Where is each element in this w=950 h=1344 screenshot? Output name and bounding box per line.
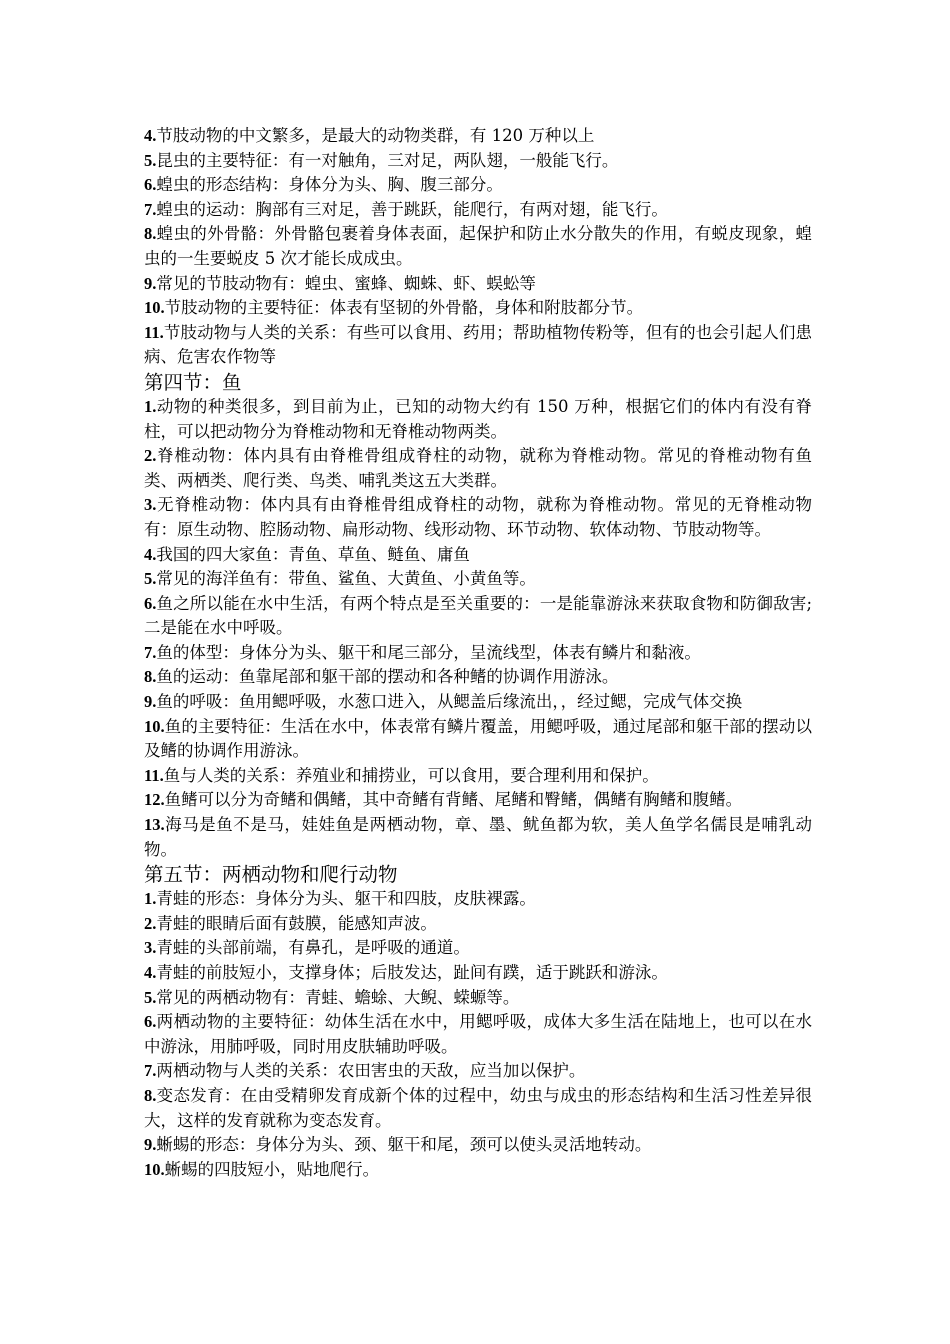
item-text: 青蛙的眼睛后面有鼓膜，能感知声波。: [156, 913, 437, 933]
item-number: 9.: [144, 273, 157, 293]
list-item: [144, 1158, 812, 1183]
item-text: 节肢动物的主要特征：体表有坚韧的外骨骼，身体和附肢都分节。: [164, 298, 644, 318]
list-item: [144, 912, 812, 937]
item-text: 两栖动物的主要特征：幼体生活在水中，用鳃呼吸，成体大多生活在陆地上，也可以在水中游泳，用肺呼吸，同时用皮肤辅助呼吸。: [144, 1012, 812, 1056]
item-number: 10.: [144, 1159, 165, 1179]
list-item: [144, 222, 812, 271]
item-number: 7.: [144, 1061, 157, 1081]
item-text: 鱼的主要特征：生活在水中，体表常有鳞片覆盖，用鳃呼吸，通过尾部和躯干部的摆动以及鳍的协调作用游泳。: [144, 716, 812, 761]
item-number: 13.: [144, 815, 165, 835]
item-number: 4.: [144, 963, 157, 982]
item-number: 2.: [144, 446, 157, 466]
section-heading: 第五节：两栖动物和爬行动物: [144, 863, 398, 887]
item-number: 9.: [144, 1135, 157, 1155]
item-number: 4.: [144, 544, 157, 564]
list-item: [144, 641, 812, 666]
item-number: 1.: [144, 396, 157, 416]
item-number: 6.: [144, 1012, 157, 1032]
list-item: [144, 173, 812, 198]
item-number: 11.: [144, 322, 164, 342]
item-text: 蝗虫的外骨骼：外骨骼包裹着身体表面，起保护和防止水分散失的作用，有蜕皮现象，蝗虫的一生要蜕皮 5 次才能长成成虫。: [144, 224, 812, 268]
item-number: 6.: [144, 175, 157, 195]
item-number: 8.: [144, 1085, 157, 1105]
list-item: [144, 961, 812, 986]
item-text: 蝗虫的形态结构：身体分为头、胸、腹三部分。: [156, 175, 503, 195]
list-item: [144, 764, 812, 789]
item-text: 常见的节肢动物有：蝗虫、蜜蜂、蜘蛛、虾、蜈蚣等: [156, 273, 536, 293]
list-item: [144, 149, 812, 174]
item-text: 我国的四大家鱼：青鱼、草鱼、鲢鱼、庸鱼: [156, 544, 470, 564]
list-item: [144, 690, 812, 715]
list-item: [144, 1010, 812, 1059]
list-item: [144, 1084, 812, 1133]
item-text: 常见的海洋鱼有：带鱼、鲨鱼、大黄鱼、小黄鱼等。: [156, 569, 536, 589]
item-text: 昆虫的主要特征：有一对触角，三对足，两队翅，一般能飞行。: [156, 150, 619, 170]
list-item: [144, 543, 812, 568]
list-item: [144, 444, 812, 493]
item-number: 3.: [144, 495, 157, 515]
section-amphibians-reptiles: [144, 862, 812, 1182]
item-number: 5.: [144, 569, 157, 589]
item-text: 蝗虫的运动：胸部有三对足，善于跳跃，能爬行，有两对翅，能飞行。: [156, 199, 668, 219]
item-number: 7.: [144, 642, 157, 662]
item-text: 蜥蜴的形态：身体分为头、颈、躯干和尾，颈可以使头灵活地转动。: [156, 1135, 652, 1155]
item-number: 6.: [144, 593, 157, 613]
list-item: [144, 567, 812, 592]
item-number: 7.: [144, 199, 157, 219]
list-item: [144, 887, 812, 912]
list-item: [144, 1133, 812, 1158]
list-item: [144, 395, 812, 444]
list-item: [144, 936, 812, 961]
item-number: 5.: [144, 150, 157, 170]
item-number: 3.: [144, 938, 157, 958]
item-number: 1.: [144, 889, 157, 909]
list-item: [144, 788, 812, 813]
item-text: 节肢动物与人类的关系：有些可以食用、药用；帮助植物传粉等，但有的也会引起人们患病、危害农作物等: [144, 322, 812, 367]
list-item: [144, 493, 812, 542]
list-item: [144, 665, 812, 690]
item-text: 鱼的运动：鱼靠尾部和躯干部的摆动和各种鳍的协调作用游泳。: [156, 667, 619, 687]
list-item: [144, 715, 812, 764]
item-text: 常见的两栖动物有：青蛙、蟾蜍、大鲵、蝾螈等。: [156, 987, 520, 1007]
item-number: 5.: [144, 987, 157, 1007]
item-text: 无脊椎动物：体内具有由脊椎骨组成脊柱的动物，就称为脊椎动物。常见的无脊椎动物有：原生动物、腔肠动物、扁形动物、线形动物、环节动物、软体动物、节肢动物等。: [144, 495, 812, 539]
item-number: 2.: [144, 913, 157, 933]
item-number: 10.: [144, 716, 165, 736]
item-text: 节肢动物的中文繁多，是最大的动物类群，有 120 万种以上: [156, 126, 595, 145]
list-item: [144, 813, 812, 862]
item-number: 12.: [144, 790, 165, 810]
item-text: 鱼的呼吸：鱼用鳃呼吸，水葱口进入，从鳃盖后缘流出，，经过鳃，完成气体交换: [156, 692, 743, 712]
section-arthropods: [144, 124, 812, 370]
list-item: [144, 986, 812, 1011]
item-text: 青蛙的前肢短小，支撑身体；后肢发达，趾间有蹼，适于跳跃和游泳。: [156, 963, 668, 982]
item-text: 动物的种类很多，到目前为止，已知的动物大约有 150 万种，根据它们的体内有没有脊柱，可以把动物分为脊椎动物和无脊椎动物两类。: [144, 396, 812, 441]
item-text: 变态发育：在由受精卵发育成新个体的过程中，幼虫与成虫的形态结构和生活习性差异很大，这样的发育就称为变态发育。: [144, 1085, 812, 1130]
list-item: [144, 592, 812, 641]
list-item: [144, 321, 812, 370]
item-number: 9.: [144, 692, 157, 712]
item-text: 蜥蜴的四肢短小，贴地爬行。: [164, 1159, 380, 1179]
item-text: 鱼之所以能在水中生活，有两个特点是至关重要的：一是能靠游泳来获取食物和防御敌害;二是能在水中呼吸。: [144, 593, 812, 638]
list-item: [144, 272, 812, 297]
item-text: 鱼鳍可以分为奇鳍和偶鳍，其中奇鳍有背鳍、尾鳍和臀鳍，偶鳍有胸鳍和腹鳍。: [164, 790, 743, 810]
list-item: [144, 296, 812, 321]
item-text: 脊椎动物：体内具有由脊椎骨组成脊柱的动物，就称为脊椎动物。常见的脊椎动物有鱼类、两栖类、爬行类、鸟类、哺乳类这五大类群。: [144, 446, 812, 490]
list-item: [144, 198, 812, 223]
section-fish: [144, 370, 812, 862]
item-text: 青蛙的形态：身体分为头、躯干和四肢，皮肤裸露。: [156, 889, 536, 909]
list-item: [144, 1059, 812, 1084]
item-number: 4.: [144, 126, 157, 145]
document-page: [144, 124, 812, 1182]
item-number: 11.: [144, 765, 164, 785]
list-item: [144, 124, 812, 149]
item-text: 青蛙的头部前端，有鼻孔，是呼吸的通道。: [156, 938, 470, 958]
section-heading: 第四节：鱼: [144, 370, 242, 394]
item-text: 鱼与人类的关系：养殖业和捕捞业，可以食用，要合理利用和保护。: [163, 765, 659, 785]
item-number: 10.: [144, 298, 165, 318]
item-text: 两栖动物与人类的关系：农田害虫的天敌，应当加以保护。: [156, 1061, 586, 1081]
item-number: 8.: [144, 224, 157, 244]
item-number: 8.: [144, 667, 157, 687]
item-text: 海马是鱼不是马，娃娃鱼是两栖动物，章、墨、鱿鱼都为软，美人鱼学名儒艮是哺乳动物。: [144, 815, 812, 859]
item-text: 鱼的体型：身体分为头、躯干和尾三部分，呈流线型，体表有鳞片和黏液。: [156, 642, 701, 662]
